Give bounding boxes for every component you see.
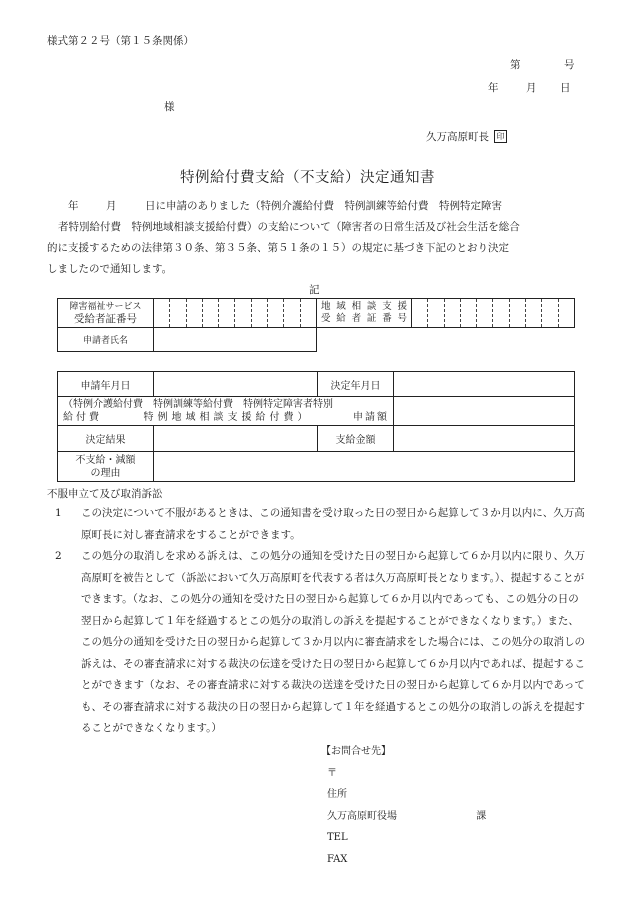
contact-address: 住所 [327,789,347,800]
doc-no-suffix: 号 [564,59,575,71]
doc-no-label: 第 [510,59,521,71]
recipient-number-digits[interactable] [154,299,317,328]
empty-cell [317,328,412,352]
contact-section: 課 [476,810,487,822]
decision-table [57,371,575,482]
intro-line2: 者特別給付費 特例地域相談支援給付費）の支給について（障害者の日常生活及び社会生活を総合 [58,221,520,233]
intro-line3: 的に支援するための法律第３０条、第３５条、第５１条の１５）の規定に基づき下記のとおり決定 [47,242,509,254]
applicant-name-label: 申請者氏名 [58,328,154,352]
addressee-suffix: 様 [164,101,175,113]
date-year: 年 [488,82,499,94]
amount-line2a: 給付費 [63,412,102,423]
intro-month: 月 [106,200,117,212]
intro-line1: 日に申請のありました（特例介護給付費 特例訓練等給付費 特例特定障害 [145,200,502,212]
decision-date-label: 決定年月日 [318,372,394,397]
contact-office: 久万高原町役場 [327,810,397,822]
recipient-number-label [58,299,154,328]
date-day: 日 [560,82,571,94]
contact-heading: 【お問合せ先】 [321,746,391,757]
applicant-name-field[interactable] [154,328,317,352]
page-title: 特例給付費支給（不支給）決定通知書 [180,170,435,186]
appeal-heading: 不服申立て及び取消訴訟 [47,488,163,500]
contact-fax: FAX [327,853,348,865]
contact-postal: 〒 [327,767,337,779]
reason-field[interactable] [154,452,575,482]
contact-tel: TEL [327,832,348,843]
consult-label-2: 受給者証番号 [321,313,407,324]
amount-line1: （特例介護給付費 特例訓練等給付費 特例特定障害者特別 [63,399,333,410]
intro-line4: しましたので通知します。 [47,263,173,275]
requested-amount-label [58,397,394,426]
requested-amount-field[interactable] [394,397,575,426]
reason-label-2: の理由 [90,467,121,479]
consult-number-label [317,299,412,328]
recipient-label-2: 受給者証番号 [74,313,137,325]
recipient-label-1: 障害福祉サービス [69,302,142,312]
result-field[interactable] [154,426,318,452]
reason-label [58,452,154,482]
amount-line2c: 申請額 [353,412,389,423]
decision-date-field[interactable] [394,372,575,397]
item-text: この処分の取消しを求める訴えは、この処分の通知を受けた日の翌日から起算して６か月以内に限り、久万高原町を被告として（訴訟において久万高原町を代表する者は久万高原町長となります。）、提起することができます。（なお、この処分の通知を受けた日の翌日から起算して６か月以内であっても、この処分の日の翌日から起算して１年を経過するとこの処分の取消しの訴えを提起することができなくなります。）また、この処分の通知を受けた日の翌日から起算して３か月以内に審査請求をした場合には、この処分の取消しの訴えは、その審査請求に対する裁決の伝達を受けた日の翌日から起算して６か月以内であれば、提起することができます（なお、その審査請求に対する裁決の送達を受けた日の翌日から起算して６か月以内であっても、その審査請求に対する裁決の日の翌日から起算して１年を経過するとこの処分の取消しの訴えを提起することができなくなります。） [81,550,585,734]
item-text: この決定について不服があるときは、この通知書を受け取った日の翌日から起算して３か月以内に、久万高原町長に対し審査請求をすることができます。 [81,507,585,541]
ki-heading: 記 [309,284,320,296]
intro-year: 年 [68,200,79,212]
issuer-name: 久万高原町長 [426,131,489,143]
certificate-table [57,298,575,352]
date-month: 月 [526,82,537,94]
list-item [47,503,587,546]
application-date-label: 申請年月日 [58,372,154,397]
amount-line2b: 特例地域相談支援給付費） [143,412,312,423]
form-number: 様式第２２号（第１５条関係） [47,35,194,47]
consult-number-digits[interactable] [412,299,575,328]
payment-label: 支給金額 [318,426,394,452]
contact-office-row [327,806,486,828]
item-number: 1 [55,507,62,519]
result-label: 決定結果 [58,426,154,452]
seal-icon: 印 [494,130,507,143]
issuer [426,129,507,144]
application-date-field[interactable] [154,372,318,397]
item-number: 2 [55,550,62,562]
consult-label-1: 地域相談支援 [321,301,407,312]
reason-label-1: 不支給・減額 [75,454,136,466]
payment-field[interactable] [394,426,575,452]
list-item [47,546,587,740]
empty-cell [412,328,575,352]
appeal-list [47,503,587,740]
contact-block [321,741,487,870]
